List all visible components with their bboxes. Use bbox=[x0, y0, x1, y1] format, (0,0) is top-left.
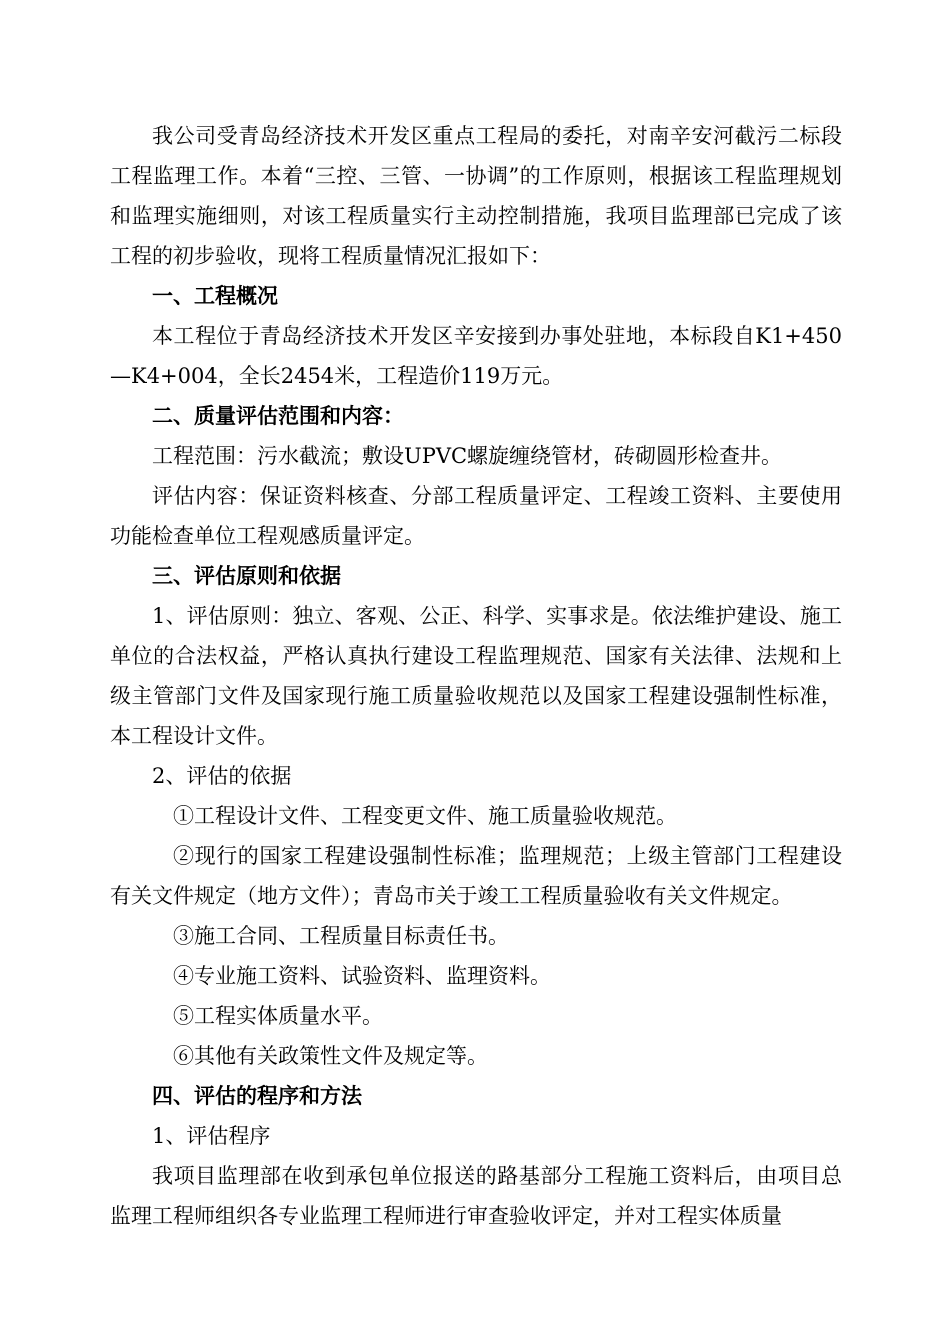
section-4-procedure-body: 我项目监理部在收到承包单位报送的路基部分工程施工资料后，由项目总监理工程师组织各专业监理工程师进行审查验收评定，并对工程实体质量 bbox=[110, 1164, 842, 1228]
section-1-body: 本工程位于青岛经济技术开发区辛安接到办事处驻地，本标段自K1+450—K4+004，全长2454米，工程造价119万元。 bbox=[110, 324, 842, 388]
document-page bbox=[110, 116, 842, 1236]
section-2-scope: 工程范围：污水截流；敷设UPVC螺旋缠绕管材，砖砌圆形检查井。 bbox=[152, 444, 783, 468]
section-2-heading: 二、质量评估范围和内容： bbox=[152, 404, 404, 428]
section-1-heading: 一、工程概况 bbox=[152, 284, 278, 308]
basis-item: ⑥其他有关政策性文件及规定等。 bbox=[173, 1044, 488, 1068]
basis-item: ①工程设计文件、工程变更文件、施工质量验收规范。 bbox=[173, 804, 677, 828]
section-3-principle: 1、评估原则：独立、客观、公正、科学、实事求是。依法维护建设、施工单位的合法权益，严格认真执行建设工程监理规范、国家有关法律、法规和上级主管部门文件及国家现行施工质量验收规范以及国家工程建设强制性标准，本工程设计文件。 bbox=[110, 604, 842, 748]
section-4-heading: 四、评估的程序和方法 bbox=[152, 1084, 362, 1108]
section-4-procedure-title: 1、评估程序 bbox=[152, 1124, 271, 1148]
basis-item: ⑤工程实体质量水平。 bbox=[173, 1004, 383, 1028]
basis-item: ④专业施工资料、试验资料、监理资料。 bbox=[173, 964, 551, 988]
basis-item: ③施工合同、工程质量目标责任书。 bbox=[173, 924, 509, 948]
intro-paragraph: 我公司受青岛经济技术开发区重点工程局的委托，对南辛安河截污二标段工程监理工作。本着“三控、三管、一协调”的工作原则，根据该工程监理规划和监理实施细则，对该工程质量实行主动控制措施，我项目监理部已完成了该工程的初步验收，现将工程质量情况汇报如下： bbox=[110, 124, 842, 268]
basis-item: ②现行的国家工程建设强制性标准；监理规范；上级主管部门工程建设有关文件规定（地方文件）；青岛市关于竣工工程质量验收有关文件规定。 bbox=[110, 844, 842, 908]
section-2-content: 评估内容：保证资料核查、分部工程质量评定、工程竣工资料、主要使用功能检查单位工程观感质量评定。 bbox=[110, 484, 842, 548]
section-3-heading: 三、评估原则和依据 bbox=[152, 564, 341, 588]
section-3-basis-title: 2、评估的依据 bbox=[152, 764, 292, 788]
